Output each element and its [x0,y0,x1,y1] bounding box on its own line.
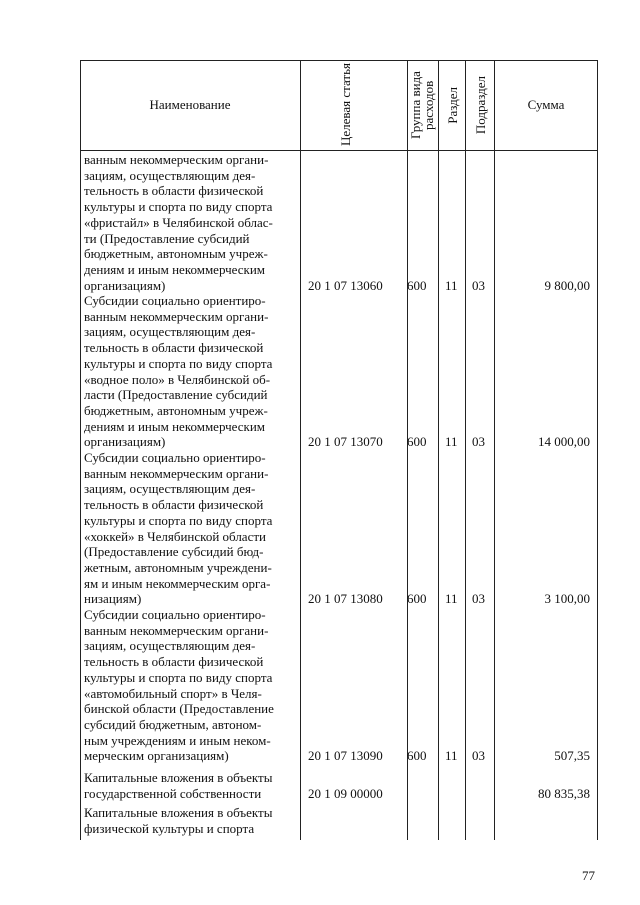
row-name-line: Субсидии социально ориентиро- [84,607,266,622]
row-sum: 507,35 [554,748,590,764]
table-row [80,293,598,453]
row-name-line: тельность в области физической [84,497,264,513]
header-sum [495,60,597,150]
row-name-line: мерческим организациям) [84,748,229,764]
row-name-line: культуры и спорта по виду спорта [84,199,273,215]
row-code: 20 1 07 13070 [308,434,383,450]
row-name-line: жетным, автономным учреждени- [84,559,272,575]
row-name [84,450,296,607]
row-group: 600 [407,748,427,764]
row-group: 600 [407,277,427,293]
row-subsection: 03 [472,748,485,764]
header-sum-label: Сумма [527,97,565,112]
header-group-label: Группа вида расходов [408,71,436,139]
row-name-line: бюджетным, автономным учреж- [84,402,268,418]
row-name-line: «фристайл» в Челябинской облас- [84,214,273,230]
row-name-line: физической культуры и спорта [84,820,255,836]
row-subsection: 03 [472,277,485,293]
row-name-line: ным учреждениям и иным неком- [84,732,271,748]
row-section: 11 [445,748,458,764]
row-code: 20 1 07 13090 [308,748,383,764]
row-name-line: (Предоставление субсидий бюд- [84,544,264,560]
row-name-line: дениям и иным некоммерческим [84,261,266,277]
row-name-line: ям и иным некоммерческим орга- [84,575,271,591]
row-name [84,770,296,801]
row-name-line: Субсидии социально ориентиро- [84,293,266,308]
header-target [301,60,407,150]
header-group [408,60,438,150]
row-code: 20 1 09 00000 [308,785,383,801]
table-row [80,805,598,837]
row-name-line: Субсидии социально ориентиро- [84,450,266,465]
row-subsection: 03 [472,434,485,450]
row-name-line: ванным некоммерческим органи- [84,622,269,638]
row-name-line: тельность в области физической [84,183,264,199]
header-name-label: Наименование [149,97,231,112]
row-name-line: культуры и спорта по виду спорта [84,355,273,371]
row-name-line: ванным некоммерческим органи- [84,465,269,481]
row-name-line: низациям) [84,591,142,607]
table-row [80,152,598,295]
row-name-line: «водное поло» в Челябинской об- [84,371,271,387]
table-row [80,450,598,610]
row-name [84,152,296,293]
row-name-line: ванным некоммерческим органи- [84,152,269,167]
row-name-line: «хоккей» в Челябинской области [84,528,266,544]
row-name-line: организациям) [84,277,166,293]
row-name-line: дениям и иным некоммерческим [84,418,266,434]
row-subsection: 03 [472,591,485,607]
row-name-line: государственной собственности [84,785,262,801]
header-name [80,60,300,150]
row-name-line: Капитальные вложения в объекты [84,770,273,785]
row-name-line: Капитальные вложения в объекты [84,805,273,820]
row-name-line: зациям, осуществляющим дея- [84,324,256,340]
row-section: 11 [445,277,458,293]
row-name-line: ти (Предоставление субсидий [84,230,250,246]
row-sum: 3 100,00 [544,591,590,607]
header-target-label: Целевая статья [338,63,353,147]
row-name-line: тельность в области физической [84,654,264,670]
row-group: 600 [407,591,427,607]
row-name-line: ванным некоммерческим органи- [84,308,269,324]
header-bottom-border [80,150,598,151]
row-name-line: тельность в области физической [84,340,264,356]
row-sum: 80 835,38 [538,785,590,801]
row-name-line: культуры и спорта по виду спорта [84,669,273,685]
row-name-line: «автомобильный спорт» в Челя- [84,685,262,701]
row-name-line: бинской области (Предоставление [84,701,274,717]
row-name-line: зациям, осуществляющим дея- [84,638,256,654]
header-subsection [466,60,494,150]
header-section [439,60,465,150]
row-name [84,293,296,450]
header-section-label: Раздел [444,86,460,124]
row-code: 20 1 07 13060 [308,277,383,293]
row-name-line: бюджетным, автономным учреж- [84,246,268,262]
table-row [80,770,598,802]
row-name [84,607,296,764]
row-section: 11 [445,434,458,450]
budget-table [80,60,598,840]
row-section: 11 [445,591,458,607]
header-subsection-label: Подраздел [472,75,488,135]
row-name-line: организациям) [84,434,166,450]
row-name-line: культуры и спорта по виду спорта [84,512,273,528]
row-name-line: зациям, осуществляющим дея- [84,481,256,497]
row-name-line: ласти (Предоставление субсидий [84,387,268,403]
row-name-line: зациям, осуществляющим дея- [84,167,256,183]
row-sum: 14 000,00 [538,434,590,450]
row-name [84,805,296,836]
row-name-line: субсидий бюджетным, автоном- [84,716,262,732]
row-sum: 9 800,00 [544,277,590,293]
row-code: 20 1 07 13080 [308,591,383,607]
row-group: 600 [407,434,427,450]
page-number: 77 [582,868,595,883]
table-row [80,607,598,767]
